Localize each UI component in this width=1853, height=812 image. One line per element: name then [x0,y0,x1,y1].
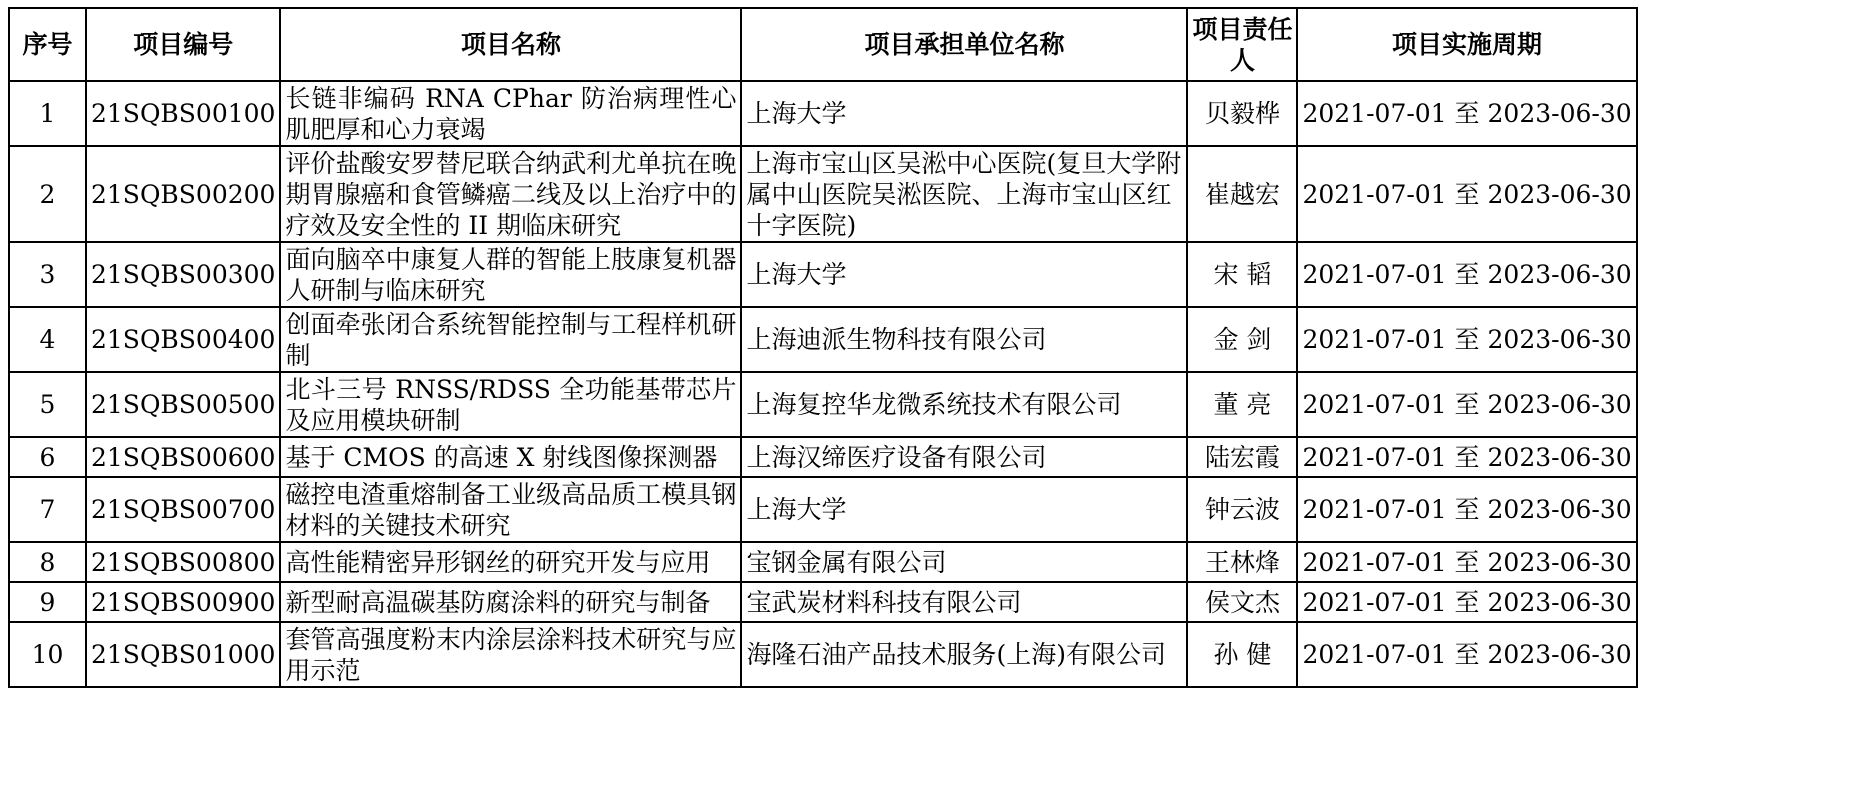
project-table [8,7,1638,688]
cell-period: 2021-07-01 至 2023-06-30 [1297,81,1636,146]
cell-period: 2021-07-01 至 2023-06-30 [1297,307,1636,372]
cell-name: 套管高强度粉末内涂层涂料技术研究与应用示范 [280,622,741,687]
cell-code: 21SQBS00100 [86,81,280,146]
cell-person: 孙 健 [1187,622,1297,687]
cell-period: 2021-07-01 至 2023-06-30 [1297,372,1636,437]
cell-person: 崔越宏 [1187,146,1297,242]
cell-code: 21SQBS00200 [86,146,280,242]
cell-person: 王林烽 [1187,542,1297,582]
cell-no: 7 [9,477,86,542]
table-header-row [9,8,1637,81]
cell-code: 21SQBS00300 [86,242,280,307]
cell-no: 8 [9,542,86,582]
cell-code: 21SQBS00500 [86,372,280,437]
cell-period: 2021-07-01 至 2023-06-30 [1297,477,1636,542]
cell-code: 21SQBS00900 [86,582,280,622]
cell-no: 5 [9,372,86,437]
cell-org: 宝钢金属有限公司 [741,542,1187,582]
cell-code: 21SQBS00800 [86,542,280,582]
cell-person: 钟云波 [1187,477,1297,542]
cell-name: 面向脑卒中康复人群的智能上肢康复机器人研制与临床研究 [280,242,741,307]
cell-period: 2021-07-01 至 2023-06-30 [1297,622,1636,687]
table-row [9,81,1637,146]
cell-person: 金 剑 [1187,307,1297,372]
cell-person: 侯文杰 [1187,582,1297,622]
cell-person: 贝毅桦 [1187,81,1297,146]
cell-period: 2021-07-01 至 2023-06-30 [1297,542,1636,582]
cell-name: 新型耐高温碳基防腐涂料的研究与制备 [280,582,741,622]
cell-period: 2021-07-01 至 2023-06-30 [1297,146,1636,242]
cell-name: 基于 CMOS 的高速 X 射线图像探测器 [280,437,741,477]
cell-no: 10 [9,622,86,687]
cell-person: 宋 韬 [1187,242,1297,307]
table-row [9,622,1637,687]
cell-org: 上海复控华龙微系统技术有限公司 [741,372,1187,437]
cell-no: 6 [9,437,86,477]
table-row [9,437,1637,477]
header-code: 项目编号 [86,8,280,81]
cell-code: 21SQBS00400 [86,307,280,372]
table-row [9,542,1637,582]
cell-no: 1 [9,81,86,146]
header-org: 项目承担单位名称 [741,8,1187,81]
cell-name: 高性能精密异形钢丝的研究开发与应用 [280,542,741,582]
table-row [9,372,1637,437]
cell-period: 2021-07-01 至 2023-06-30 [1297,437,1636,477]
cell-org: 上海汉缔医疗设备有限公司 [741,437,1187,477]
cell-org: 宝武炭材料科技有限公司 [741,582,1187,622]
header-person: 项目责任人 [1187,8,1297,81]
table-row [9,242,1637,307]
table-row [9,307,1637,372]
cell-period: 2021-07-01 至 2023-06-30 [1297,242,1636,307]
cell-no: 4 [9,307,86,372]
cell-code: 21SQBS00700 [86,477,280,542]
cell-code: 21SQBS00600 [86,437,280,477]
header-name: 项目名称 [280,8,741,81]
cell-person: 陆宏霞 [1187,437,1297,477]
header-no: 序号 [9,8,86,81]
cell-name: 评价盐酸安罗替尼联合纳武利尤单抗在晚期胃腺癌和食管鳞癌二线及以上治疗中的疗效及安全性的 II 期临床研究 [280,146,741,242]
cell-name: 创面牵张闭合系统智能控制与工程样机研制 [280,307,741,372]
cell-name: 长链非编码 RNA CPhar 防治病理性心肌肥厚和心力衰竭 [280,81,741,146]
cell-no: 3 [9,242,86,307]
cell-org: 上海大学 [741,242,1187,307]
cell-period: 2021-07-01 至 2023-06-30 [1297,582,1636,622]
cell-org: 上海迪派生物科技有限公司 [741,307,1187,372]
cell-org: 上海大学 [741,81,1187,146]
cell-org: 上海市宝山区吴淞中心医院(复旦大学附属中山医院吴淞医院、上海市宝山区红十字医院) [741,146,1187,242]
cell-org: 海隆石油产品技术服务(上海)有限公司 [741,622,1187,687]
table-row [9,146,1637,242]
table-row [9,477,1637,542]
cell-person: 董 亮 [1187,372,1297,437]
project-table-sheet [8,7,1638,688]
cell-name: 磁控电渣重熔制备工业级高品质工模具钢材料的关键技术研究 [280,477,741,542]
header-period: 项目实施周期 [1297,8,1636,81]
cell-no: 9 [9,582,86,622]
table-row [9,582,1637,622]
cell-name: 北斗三号 RNSS/RDSS 全功能基带芯片及应用模块研制 [280,372,741,437]
cell-org: 上海大学 [741,477,1187,542]
cell-code: 21SQBS01000 [86,622,280,687]
cell-no: 2 [9,146,86,242]
